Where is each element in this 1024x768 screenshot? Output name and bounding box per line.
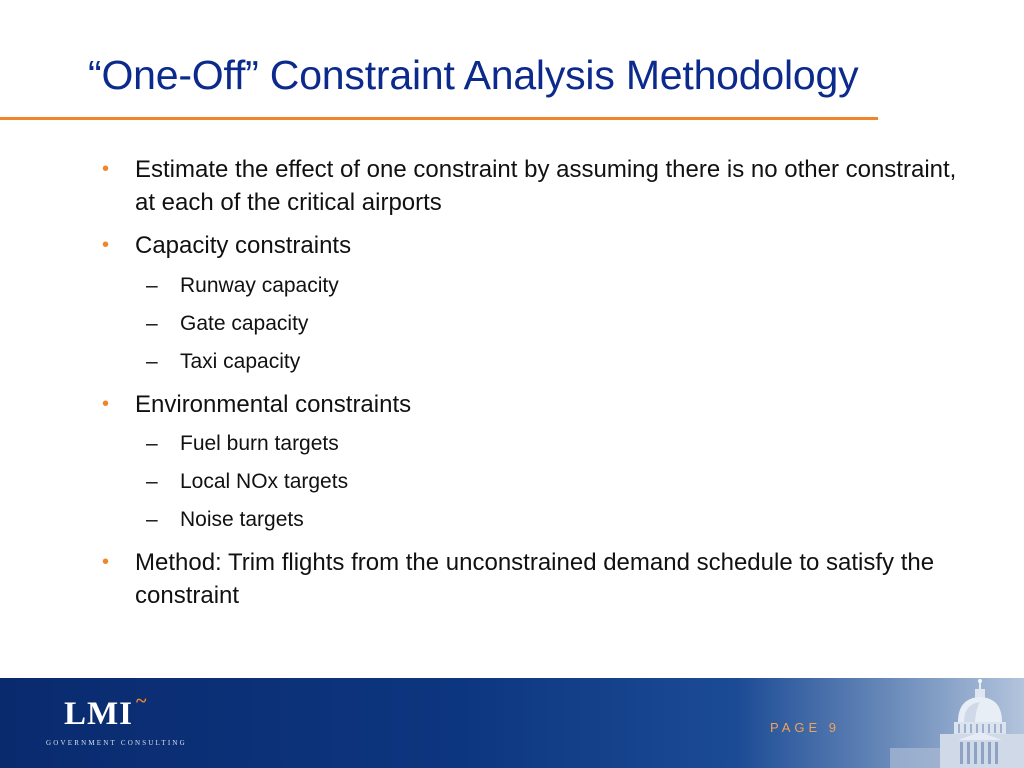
bullet-text: Capacity constraints (135, 232, 352, 259)
sub-bullet-text: Local NOx targets (180, 470, 349, 493)
slide-title: “One-Off” Constraint Analysis Methodology (88, 52, 859, 98)
sub-bullet-text: Fuel burn targets (180, 432, 339, 455)
sub-bullet-item (146, 506, 880, 534)
sub-bullet-marker: – (146, 508, 158, 531)
bullet-text: Estimate the effect of one constraint by assuming there is no other constraint, at each of the critical airports (135, 156, 957, 216)
sub-bullet-text: Noise targets (180, 508, 304, 531)
lmi-logo: LMI (64, 696, 133, 732)
bullet-item (102, 229, 975, 262)
bullet-marker: • (102, 551, 110, 573)
sub-bullet-text: Gate capacity (180, 312, 309, 335)
sub-bullet-marker: – (146, 312, 158, 335)
sub-bullet-item (146, 468, 880, 496)
bullet-item (102, 546, 975, 612)
sub-bullet-marker: – (146, 432, 158, 455)
sub-bullet-text: Taxi capacity (180, 350, 301, 373)
sub-bullet-item (146, 310, 880, 338)
bullet-marker: • (102, 393, 110, 415)
bullet-marker: • (102, 158, 110, 180)
sub-bullet-marker: – (146, 350, 158, 373)
sub-bullet-text: Runway capacity (180, 274, 339, 297)
logo-subtitle: GOVERNMENT CONSULTING (46, 739, 187, 747)
bullet-text: Environmental constraints (135, 391, 412, 418)
sub-bullet-marker: – (146, 274, 158, 297)
lmi-logo-tilde: ~ (136, 690, 147, 712)
bullet-item (102, 153, 975, 219)
title-divider (0, 117, 878, 120)
bullet-text: Method: Trim flights from the unconstrained demand schedule to satisfy the constraint (135, 549, 935, 609)
bullet-item (102, 388, 975, 421)
footer-bar (0, 678, 1024, 768)
bullet-marker: • (102, 234, 110, 256)
capitol-dome-icon (880, 678, 1024, 768)
page-number: PAGE 9 (770, 720, 841, 735)
sub-bullet-item (146, 348, 880, 376)
sub-bullet-marker: – (146, 470, 158, 493)
sub-bullet-item (146, 272, 880, 300)
sub-bullet-item (146, 430, 880, 458)
